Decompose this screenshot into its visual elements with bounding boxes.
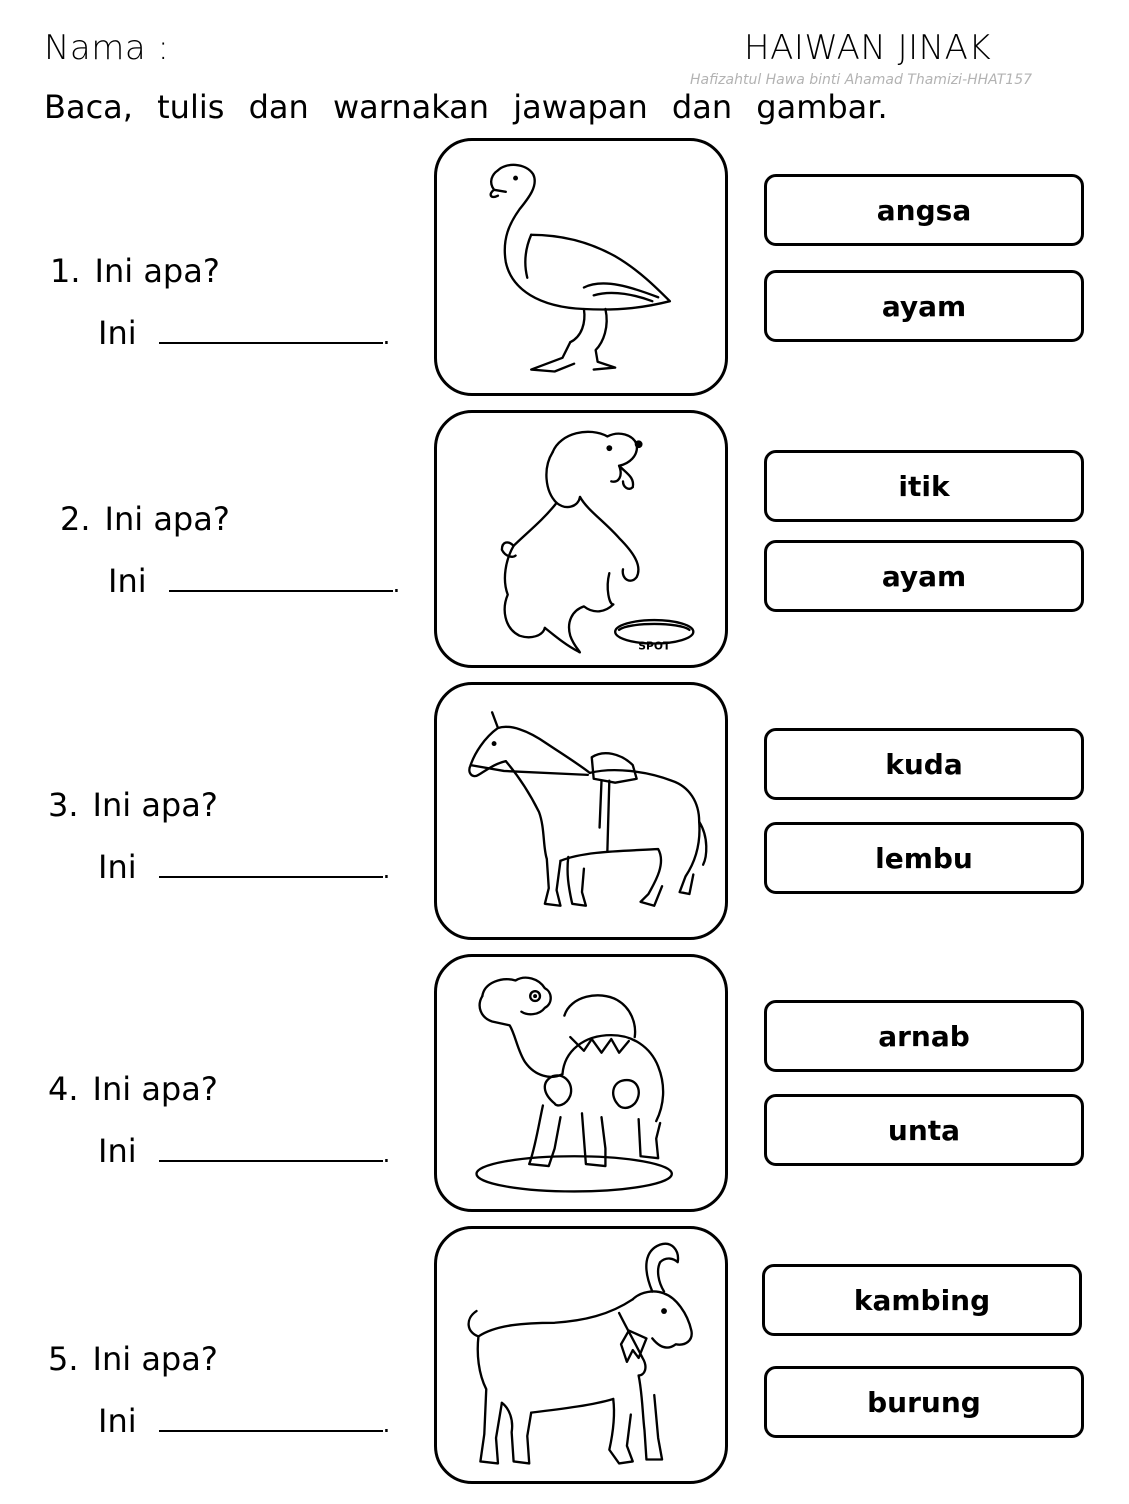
question-text: Ini apa? xyxy=(92,1340,218,1378)
option-button-kambing[interactable]: kambing xyxy=(762,1264,1082,1336)
answer-line-5 xyxy=(98,1400,390,1440)
option-button-ayam-2[interactable]: ayam xyxy=(764,540,1084,612)
answer-blank-3[interactable] xyxy=(159,846,383,878)
period: . xyxy=(382,856,391,884)
bowl-label: SPOT xyxy=(638,639,671,653)
author-credit: Hafizahtul Hawa binti Ahamad Thamizi-HHAT157 xyxy=(690,72,1033,88)
answer-line-3 xyxy=(98,846,390,886)
camel-picture-card xyxy=(434,954,728,1212)
dog-picture-card xyxy=(434,410,728,668)
answer-prefix: Ini xyxy=(108,562,147,600)
horse-picture xyxy=(437,685,725,937)
answer-prefix: Ini xyxy=(98,314,137,352)
goat-picture xyxy=(437,1229,725,1481)
period: . xyxy=(392,570,401,598)
period: . xyxy=(382,322,391,350)
answer-blank-5[interactable] xyxy=(159,1400,383,1432)
option-button-ayam[interactable]: ayam xyxy=(764,270,1084,342)
goose-picture xyxy=(437,141,725,393)
question-number: 4. xyxy=(48,1070,79,1108)
answer-prefix: Ini xyxy=(98,1402,137,1440)
question-number: 2. xyxy=(60,500,91,538)
option-button-arnab[interactable]: arnab xyxy=(764,1000,1084,1072)
dog-picture xyxy=(437,413,725,665)
option-button-lembu[interactable]: lembu xyxy=(764,822,1084,894)
answer-prefix: Ini xyxy=(98,848,137,886)
question-text: Ini apa? xyxy=(104,500,230,538)
question-text: Ini apa? xyxy=(92,1070,218,1108)
answer-line-1 xyxy=(98,312,390,352)
question-4 xyxy=(48,1070,218,1108)
goat-picture-card xyxy=(434,1226,728,1484)
option-button-burung[interactable]: burung xyxy=(764,1366,1084,1438)
question-1 xyxy=(50,252,220,290)
answer-blank-1[interactable] xyxy=(159,312,383,344)
question-5 xyxy=(48,1340,218,1378)
option-button-unta[interactable]: unta xyxy=(764,1094,1084,1166)
answer-line-2 xyxy=(108,560,400,600)
horse-picture-card xyxy=(434,682,728,940)
instruction-text: Baca, tulis dan warnakan jawapan dan gambar. xyxy=(44,88,888,126)
answer-blank-2[interactable] xyxy=(169,560,393,592)
answer-blank-4[interactable] xyxy=(159,1130,383,1162)
question-number: 3. xyxy=(48,786,79,824)
period: . xyxy=(382,1410,391,1438)
question-3 xyxy=(48,786,218,824)
worksheet-title: HAIWAN JINAK xyxy=(744,28,992,68)
answer-prefix: Ini xyxy=(98,1132,137,1170)
option-button-angsa[interactable]: angsa xyxy=(764,174,1084,246)
question-number: 5. xyxy=(48,1340,79,1378)
camel-picture xyxy=(437,957,725,1209)
answer-line-4 xyxy=(98,1130,390,1170)
name-label: Nama : xyxy=(44,28,170,68)
question-text: Ini apa? xyxy=(94,252,220,290)
option-button-itik[interactable]: itik xyxy=(764,450,1084,522)
option-button-kuda[interactable]: kuda xyxy=(764,728,1084,800)
question-text: Ini apa? xyxy=(92,786,218,824)
question-number: 1. xyxy=(50,252,81,290)
period: . xyxy=(382,1140,391,1168)
goose-picture-card xyxy=(434,138,728,396)
question-2 xyxy=(60,500,230,538)
